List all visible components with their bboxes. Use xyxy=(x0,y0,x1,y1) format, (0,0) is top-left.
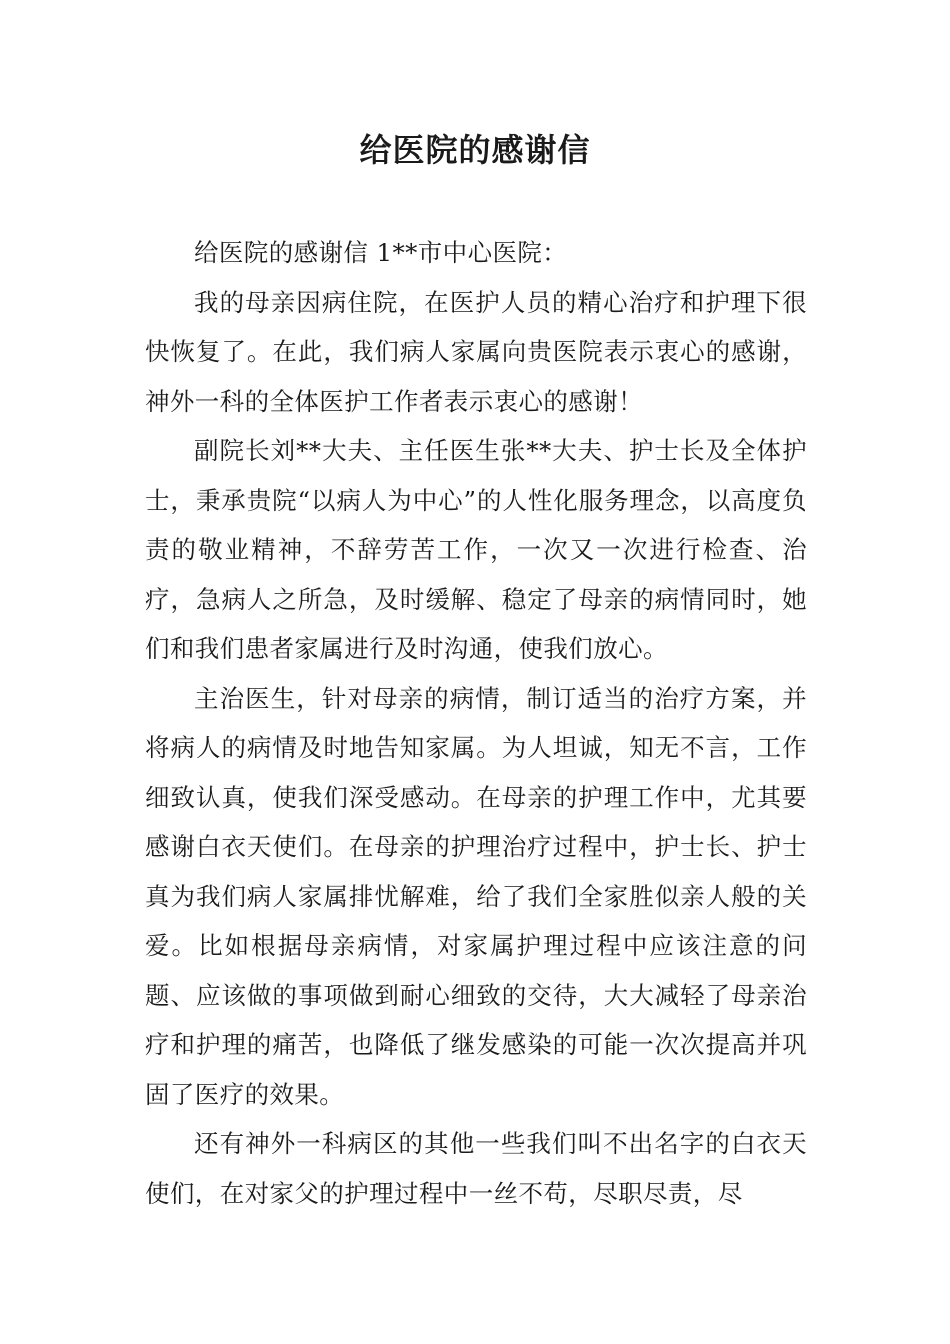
paragraph-opening: 我的母亲因病住院，在医护人员的精心治疗和护理下很快恢复了。在此，我们病人家属向贵医院表示衷心的感谢，神外一科的全体医护工作者表示衷心的感谢！ xyxy=(145,287,807,416)
paragraph-salutation: 给医院的感谢信 1**市中心医院： xyxy=(194,238,568,267)
paragraph-attending-physician: 主治医生，针对母亲的病情，制订适当的治疗方案，并将病人的病情及时地告知家属。为人坦诚，知无不言，工作细致认真，使我们深受感动。在母亲的护理工作中，尤其要感谢白衣天使们。在母亲的护理治疗过程中，护士长、护士真为我们病人家属排忧解难，给了我们全家胜似亲人般的关爱。比如根据母亲病情，对家属护理过程中应该注意的问题、应该做的事项做到耐心细致的交待，大大减轻了母亲治疗和护理的痛苦，也降低了继发感染的可能一次次提高并巩固了医疗的效果。 xyxy=(145,683,807,1109)
paragraph-doctors-nurses: 副院长刘**大夫、主任医生张**大夫、护士长及全体护士，秉承贵院“以病人为中心”的人性化服务理念，以高度负责的敬业精神，不辞劳苦工作，一次又一次进行检查、治疗，急病人之所急，及时缓解、稳定了母亲的病情同时，她们和我们患者家属进行及时沟通，使我们放心。 xyxy=(145,436,807,663)
letter-body xyxy=(145,228,807,1218)
paragraph-other-staff: 还有神外一科病区的其他一些我们叫不出名字的白衣天使们，在对家父的护理过程中一丝不苟，尽职尽责，尽 xyxy=(145,1129,807,1208)
document-title: 给医院的感谢信 xyxy=(359,131,591,169)
